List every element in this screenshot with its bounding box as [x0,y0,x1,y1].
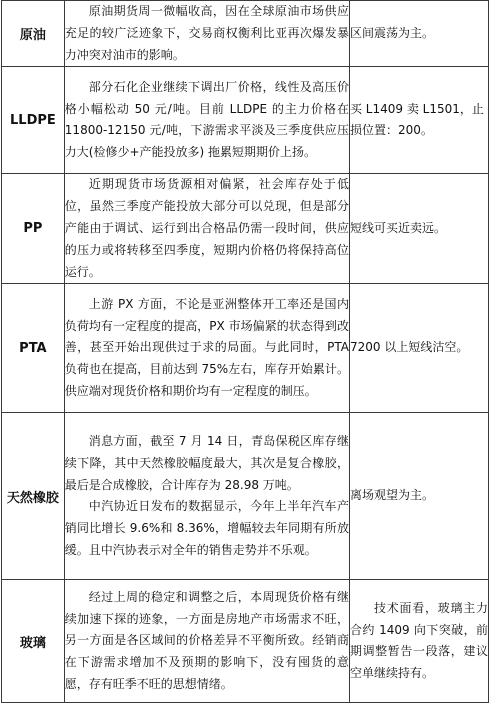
category-cell: PTA [2,284,65,413]
table-row [2,413,489,580]
table-row [2,174,489,284]
analysis-paragraph: 原油期货周一微幅收高，因在全球原油市场供应充足的较广泛迹象下，交易商权衡利比亚再次爆发暴力冲突对油市的影响。 [64,4,349,62]
analysis-cell [64,67,349,174]
advice-cell: 技术面看，玻璃主力合约 1409 向下突破，前期调整暂告一段落，建议空单继续持有。 [349,580,488,703]
advice-cell: 短线可买近卖远。 [349,174,488,284]
analysis-cell [64,413,349,580]
analysis-cell [64,580,349,703]
table-row [2,580,489,703]
analysis-cell [64,1,349,67]
analysis-paragraph: 近期现货市场货源相对偏紧，社会库存处于低位，虽然三季度产能投放大部分可以兑现，但是部分产能由于调试、运行到出合格品仍需一段时间，供应的压力或将转移至四季度，短期内价格仍将保持高位运行。 [64,177,349,279]
market-analysis-table [1,0,489,703]
category-cell: 原油 [2,1,65,67]
advice-cell: 7200 以上短线沽空。 [349,284,488,413]
table-row [2,1,489,67]
analysis-cell [64,174,349,284]
analysis-paragraph: 中汽协近日发布的数据显示，今年上半年汽车产销同比增长 9.6%和 8.36%，增幅较去年同期有所放缓。且中汽协表示对全年的销售走势并不乐观。 [64,499,349,557]
category-cell: 天然橡胶 [2,413,65,580]
analysis-paragraph: 上游 PX 方面，不论是亚洲整体开工率还是国内负荷均有一定程度的提高，PX 市场偏紧的状态得到改善，甚至开始出现供过于求的局面。与此同时，PTA 负荷也在提高，目前达到 75%左右，库存开始累计。供应端对现货价格和期价均有一定程度的制压。 [64,296,349,399]
category-cell: 玻璃 [2,580,65,703]
advice-cell: 离场观望为主。 [349,413,488,580]
advice-cell: 买 L1409 卖 L1501，止损位置：200。 [349,67,488,174]
advice-cell: 区间震荡为主。 [349,1,488,67]
analysis-paragraph: 消息方面，截至 7 月 14 日，青岛保税区库存继续下降，其中天然橡胶幅度最大，其次是复合橡胶，最后是合成橡胶，合计库存为 28.98 万吨。 [64,433,349,492]
table-row [2,67,489,174]
analysis-paragraph: 部分石化企业继续下调出厂价格，线性及高压价格小幅松动 50 元/吨。目前 LLDPE 的主力价格在 11800-12150 元/吨，下游需求平淡及三季度供应压力大(检修少+产能投放多) 拖累短期期价上扬。 [64,79,349,160]
analysis-paragraph: 经过上周的稳定和调整之后，本周现货价格有继续加速下探的迹象，一方面是房地产市场需求不旺，另一方面是各区域间的价格差异不平衡所致。经销商在下游需求增加不及预期的影响下，没有囤货的意愿，存有旺季不旺的思想情绪。 [64,589,349,692]
table-row [2,284,489,413]
category-cell: LLDPE [2,67,65,174]
analysis-cell [64,284,349,413]
category-cell: PP [2,174,65,284]
